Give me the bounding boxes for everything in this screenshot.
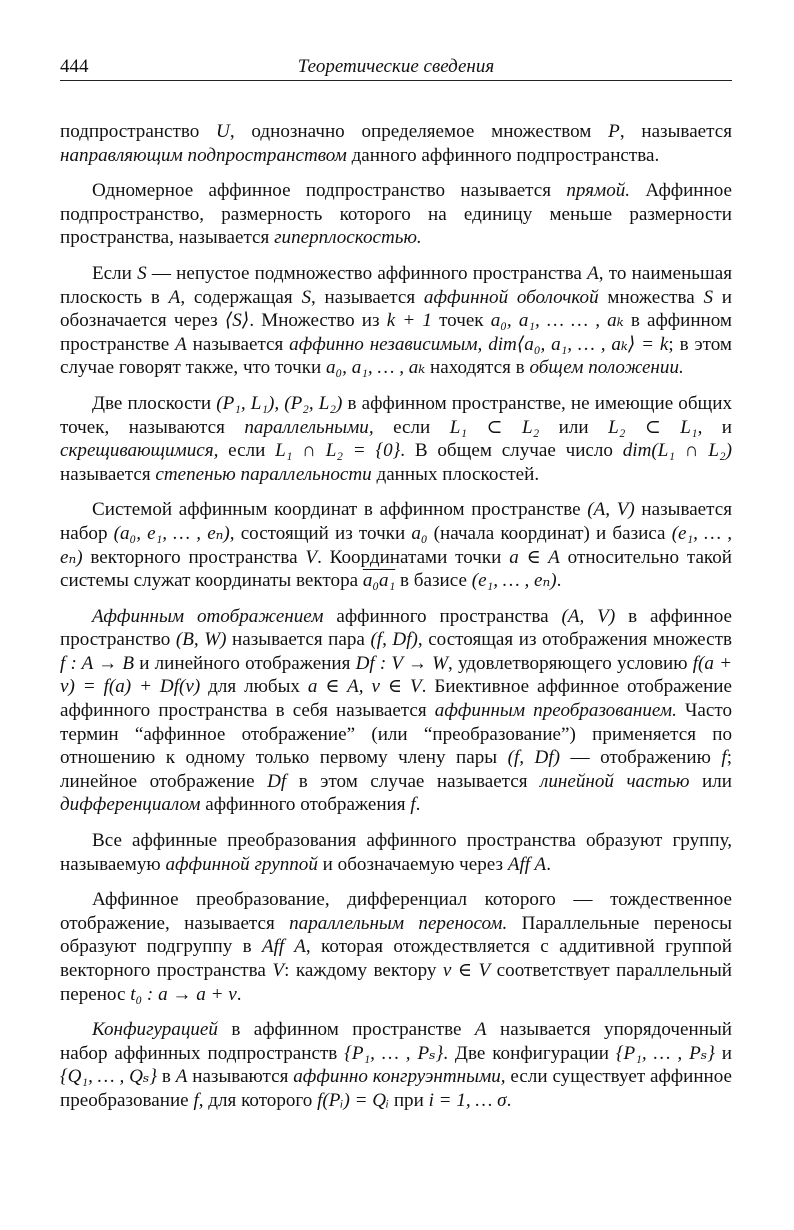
math: f <box>721 747 727 769</box>
text: Системой аффинным координат в аффинном пространстве <box>92 499 588 521</box>
text: в аффинном пространстве <box>217 1019 475 1041</box>
text: Часто термин “аффинное отображение” (или “преобразование”) применяется по отношению к одному только первому члену пары <box>60 700 733 769</box>
math: i = 1, … σ <box>428 1089 507 1111</box>
text: , для которого <box>198 1089 318 1111</box>
math: Aff A <box>507 853 547 875</box>
text: . <box>506 1089 512 1111</box>
term: аффинным преобразованием. <box>434 700 677 722</box>
text: — отображению <box>560 747 722 769</box>
text: . <box>236 983 242 1005</box>
running-head: Теоретические сведения <box>297 56 495 77</box>
text: Параллельные переносы образуют подгруппу в <box>60 912 732 958</box>
math: {Q₁, … , Qₛ} <box>60 1066 157 1088</box>
math: A <box>175 1066 188 1088</box>
paragraph <box>60 605 732 817</box>
math: f(a + v) = f(a) + Df(v) <box>60 652 732 698</box>
term: аффинной оболочкой <box>423 286 599 308</box>
page-body <box>60 120 732 1113</box>
text: , которая отождествляется с аддитивной группой векторного пространства <box>60 936 732 981</box>
text: для любых <box>200 676 308 698</box>
term: параллельными, <box>244 416 374 438</box>
text: называются <box>187 1066 294 1088</box>
math: Df <box>267 770 287 792</box>
math: (A, V) <box>561 605 616 627</box>
text: в аффинном пространстве, не имеющие общих точек, называются <box>60 392 732 438</box>
math: S <box>703 286 714 308</box>
paragraph <box>60 498 732 592</box>
paragraph <box>60 120 732 167</box>
math: P <box>608 121 620 142</box>
text: . <box>546 853 551 875</box>
text: и обозначаемую через <box>317 853 508 875</box>
math: a₀, a₁, … … , aₖ <box>490 310 624 332</box>
text: и обозначается через <box>60 286 733 332</box>
text: ; линейное отображение <box>60 747 733 792</box>
text: при <box>389 1089 429 1111</box>
math: (B, W) <box>175 629 227 651</box>
math: L₂ ⊂ L₁ <box>608 416 698 438</box>
text: , называется <box>619 121 732 142</box>
text: Аффинное подпространство, размерность которого на единицу меньше размерности пространства, называется <box>60 180 732 249</box>
math: S <box>301 286 311 308</box>
text: или <box>689 770 732 792</box>
text: Если <box>92 262 138 284</box>
text: Аффинное преобразование, дифференциал которого — тождественное отображение, называется <box>60 889 732 934</box>
math: L₁ ∩ L₂ = {0} <box>275 440 401 462</box>
math: f <box>410 794 416 816</box>
math: f(Pᵢ) = Qᵢ <box>317 1089 390 1111</box>
term: аффинной группой <box>165 853 318 875</box>
text: в <box>157 1066 176 1088</box>
text: называется <box>60 463 156 485</box>
math: f <box>193 1089 199 1111</box>
text: . <box>415 794 421 816</box>
text: , удовлетворяющего условию <box>448 652 693 674</box>
text: Две плоскости <box>92 392 217 414</box>
text: в аффинное пространство <box>60 605 732 651</box>
math: Aff A <box>261 936 306 958</box>
paragraph <box>60 829 732 876</box>
text: . <box>556 570 562 592</box>
text: в базисе <box>395 570 472 592</box>
text: точек <box>431 310 491 332</box>
math: V <box>305 546 318 568</box>
text: (начала координат) и базиса <box>427 522 672 544</box>
text: , называется <box>310 286 424 308</box>
paragraph <box>60 262 732 380</box>
text: , состоящая из отображения множеств <box>417 629 732 651</box>
text: , содержащая <box>180 286 302 308</box>
math: S <box>137 262 147 284</box>
term: линейной частью <box>540 770 690 792</box>
paragraph <box>60 392 732 486</box>
text: данного аффинного подпространства. <box>346 144 660 166</box>
text: в этом случае называется <box>286 770 541 792</box>
page-header <box>60 52 732 81</box>
text: Одномерное аффинное подпространство называется <box>92 180 567 202</box>
paragraph <box>60 1018 732 1112</box>
text: . В общем случае число <box>400 440 623 462</box>
text: , однозначно определяемое множеством <box>229 121 609 142</box>
math: a ∈ A <box>509 546 560 568</box>
term: дифференциалом <box>60 794 201 816</box>
math: L₁ ⊂ L₂ <box>449 416 540 438</box>
text: аффинного пространства <box>323 605 562 627</box>
math-vector: a₀a₁ <box>362 570 396 592</box>
math: {P₁, … , Pₛ} <box>344 1042 444 1064</box>
text: если <box>218 440 276 462</box>
term: скрещивающимися, <box>60 440 219 462</box>
math: k + 1 <box>386 310 432 332</box>
text: ; в этом случае говорят также, что точки <box>60 333 732 379</box>
text: . Множество из <box>249 310 387 332</box>
term: аффинно конгруэнтными, <box>293 1066 506 1088</box>
math: t₀ : a → a + v <box>130 983 237 1005</box>
text: называется пара <box>226 629 371 651</box>
math: (A, V) <box>587 499 635 521</box>
math: (f, Df) <box>370 629 418 651</box>
text: называется набор <box>60 499 732 544</box>
text: называется <box>186 333 290 355</box>
text: если <box>373 416 450 438</box>
text: данных плоскостей. <box>371 463 540 485</box>
math: U <box>216 121 230 142</box>
math: a₀ <box>411 522 428 544</box>
term: параллельным переносом. <box>289 912 508 934</box>
text: Все аффинные преобразования аффинного пространства образуют группу, называемую <box>60 830 732 875</box>
text: , состоящий из точки <box>229 522 412 544</box>
math: (a₀, e₁, … , eₙ) <box>113 522 230 544</box>
text: относительно такой системы служат координаты вектора <box>60 546 733 592</box>
text: : каждому вектору <box>284 960 443 981</box>
math: ⟨S⟩ <box>224 310 250 332</box>
text: — непустое подмножество аффинного пространства <box>146 262 588 284</box>
term: степенью параллельности <box>155 463 372 485</box>
text: и линейного отображения <box>134 652 356 674</box>
text: , то наименьшая плоскость в <box>60 262 732 308</box>
term: направляющим подпространством <box>60 144 347 166</box>
math: v ∈ V <box>442 960 491 981</box>
paragraph <box>60 888 732 1006</box>
term: Конфигурацией <box>92 1019 218 1041</box>
math: A <box>587 262 599 284</box>
term: прямой. <box>566 180 631 202</box>
term: гиперплоскостью. <box>274 227 422 249</box>
text: . Биективное аффинное отображение аффинного пространства в себя называется <box>60 676 732 722</box>
page-number: 444 <box>60 56 89 77</box>
text: и <box>714 1042 733 1064</box>
text: множества <box>598 286 704 308</box>
math: A <box>175 333 187 355</box>
math: {P₁, … , Pₛ} <box>615 1042 715 1064</box>
text: , и <box>697 416 733 438</box>
term: Аффинным отображением <box>92 605 324 627</box>
math: (f, Df) <box>507 747 561 769</box>
math: (e₁, … , eₙ) <box>471 570 557 592</box>
text: . Две конфигурации <box>443 1042 616 1064</box>
math: a₀, a₁, … , aₖ <box>325 357 426 379</box>
text: соответствует параллельный перенос <box>60 960 732 1005</box>
math: V <box>272 960 285 981</box>
math: f : A → B <box>60 652 135 674</box>
term: аффинно независимым, <box>289 333 483 355</box>
text: в аффинном пространстве <box>60 310 733 355</box>
math: dim(L₁ ∩ L₂) <box>622 440 732 462</box>
math: (P₁, L₁), (P₂, L₂) <box>216 392 343 414</box>
math: (e₁, … , eₙ) <box>60 522 732 568</box>
text: называется упорядоченный набор аффинных подпространств <box>60 1019 732 1064</box>
math: a ∈ A, v ∈ V <box>307 676 422 698</box>
text: аффинного отображения <box>200 794 411 816</box>
text: . Координатами точки <box>317 546 510 568</box>
text: или <box>539 416 609 438</box>
text: векторного пространства <box>82 546 306 568</box>
math: A <box>168 286 181 308</box>
text: подпространство <box>60 121 217 142</box>
math: dim⟨a₀, a₁, … , aₖ⟩ = k <box>488 333 669 355</box>
text: находятся в <box>425 357 530 379</box>
math: A <box>474 1019 487 1041</box>
paragraph <box>60 179 732 250</box>
term: общем положении. <box>529 357 684 379</box>
text: если существует аффинное преобразование <box>60 1066 733 1111</box>
math: Df : V → W <box>355 652 449 674</box>
